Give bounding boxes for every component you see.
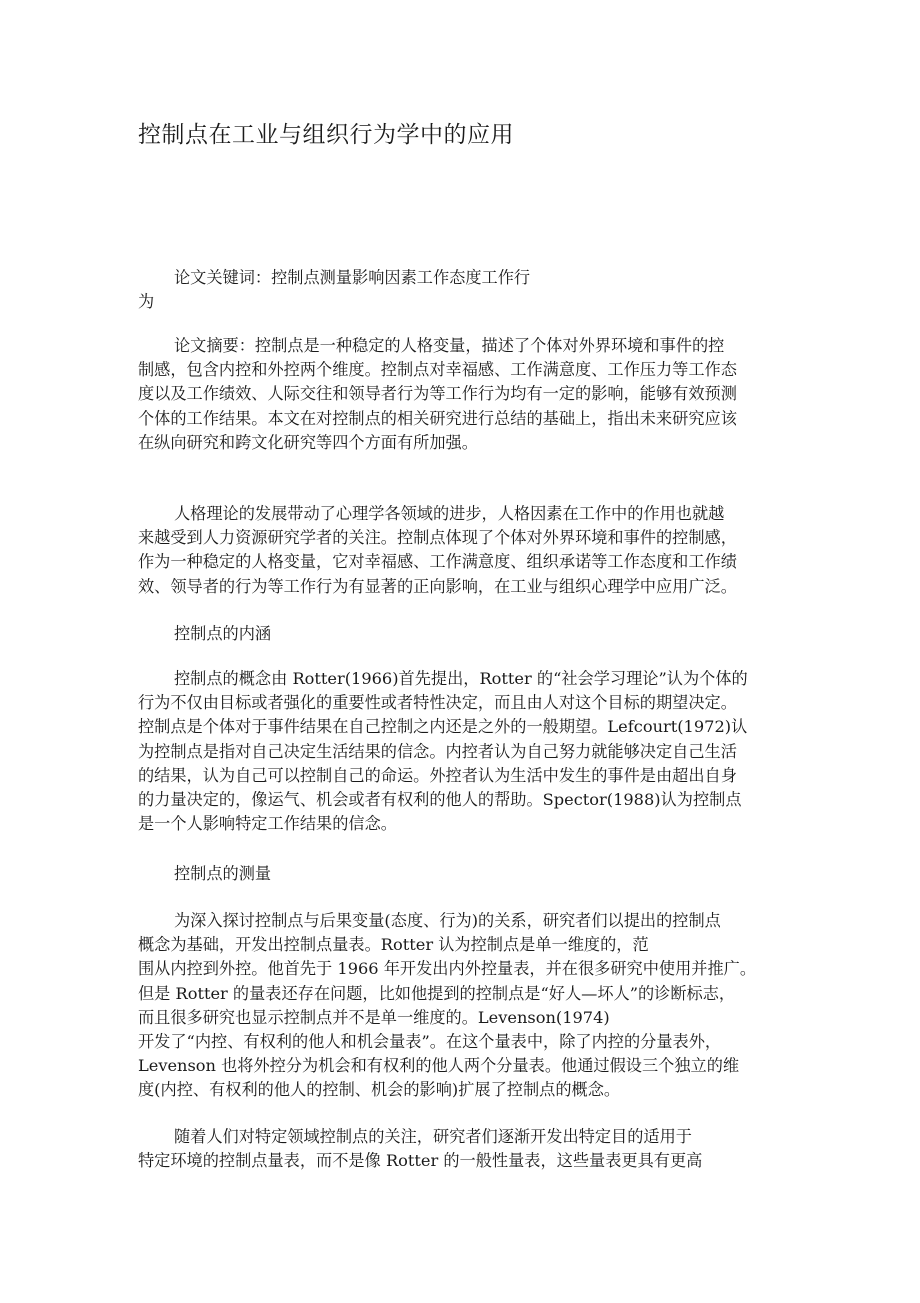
measurement-line: Levenson 也将外控分为机会和有权利的他人两个分量表。他通过假设三个独立的维 [138,1056,740,1076]
keywords-paragraph [138,266,783,314]
connotation-line: 控制点是个体对于事件结果在自己控制之内还是之外的一般期望。Lefcourt(1972)认 [138,717,748,737]
intro-line: 来越受到人力资源研究学者的关注。控制点体现了个体对外界环境和事件的控制感， [138,528,737,548]
section-heading-connotation: 控制点的内涵 [174,624,272,643]
intro-line: 效、领导者的行为等工作行为有显著的正向影响，在工业与组织心理学中应用广泛。 [138,576,737,596]
measurement-line: 概念为基础，开发出控制点量表。Rotter 认为控制点是单一维度的，范 [138,935,649,955]
abstract-line: 度以及工作绩效、人际交往和领导者行为等工作行为均有一定的影响，能够有效预测 [138,384,737,404]
connotation-line: 的结果，认为自己可以控制自己的命运。外控者认为生活中发生的事件是由超出自身 [138,765,737,785]
intro-line: 人格理论的发展带动了心理学各领域的进步，人格因素在工作中的作用也就越 [174,504,725,523]
connotation-paragraph [138,667,783,836]
connotation-line: 是一个人影响特定工作结果的信念。 [138,814,397,834]
measurement-line: 度(内控、有权利的他人的控制、机会的影响)扩展了控制点的概念。 [138,1080,621,1100]
measurement-line: 开发了“内控、有权利的他人和机会量表”。在这个量表中，除了内控的分量表外， [138,1032,722,1052]
abstract-line: 制感，包含内控和外控两个维度。控制点对幸福感、工作满意度、工作压力等工作态 [138,360,737,380]
specific-scales-line: 随着人们对特定领域控制点的关注，研究者们逐渐开发出特定目的适用于 [174,1127,692,1146]
section-heading-measurement: 控制点的测量 [174,864,272,883]
measurement-line: 为深入探讨控制点与后果变量(态度、行为)的关系，研究者们以提出的控制点 [174,911,721,930]
specific-scales-line: 特定环境的控制点量表，而不是像 Rotter 的一般性量表，这些量表更具有更高 [138,1151,703,1171]
measurement-line: 围从内控到外控。他首先于 1966 年开发出内外控量表，并在很多研究中使用并推广。 [138,959,757,979]
connotation-line: 为控制点是指对自己决定生活结果的信念。内控者认为自己努力就能够决定自己生活 [138,741,737,761]
connotation-line: 控制点的概念由 Rotter(1966)首先提出，Rotter 的“社会学习理论”认为个体的 [174,669,748,688]
measurement-line: 而且很多研究也显示控制点并不是单一维度的。Levenson(1974) [138,1007,610,1027]
intro-paragraph [138,502,783,599]
measurement-paragraph [138,909,783,1103]
abstract-paragraph [138,334,783,455]
keywords-line: 论文关键词：控制点测量影响因素工作态度工作行 [174,268,531,287]
keywords-line: 为 [138,292,155,312]
connotation-line: 的力量决定的，像运气、机会或者有权利的他人的帮助。Spector(1988)认为控制点 [138,790,742,810]
abstract-line: 在纵向研究和跨文化研究等四个方面有所加强。 [138,432,478,452]
measurement-line: 但是 Rotter 的量表还存在问题，比如他提到的控制点是“好人—坏人”的诊断标志， [138,983,736,1003]
intro-line: 作为一种稳定的人格变量，它对幸福感、工作满意度、组织承诺等工作态度和工作绩 [138,552,737,572]
specific-scales-paragraph [138,1125,783,1173]
abstract-line: 论文摘要：控制点是一种稳定的人格变量，描述了个体对外界环境和事件的控 [174,336,725,355]
connotation-line: 行为不仅由目标或者强化的重要性或者特性决定，而且由人对这个目标的期望决定。 [138,693,737,713]
page-title: 控制点在工业与组织行为学中的应用 [138,122,514,148]
abstract-line: 个体的工作结果。本文在对控制点的相关研究进行总结的基础上，指出未来研究应该 [138,408,737,428]
